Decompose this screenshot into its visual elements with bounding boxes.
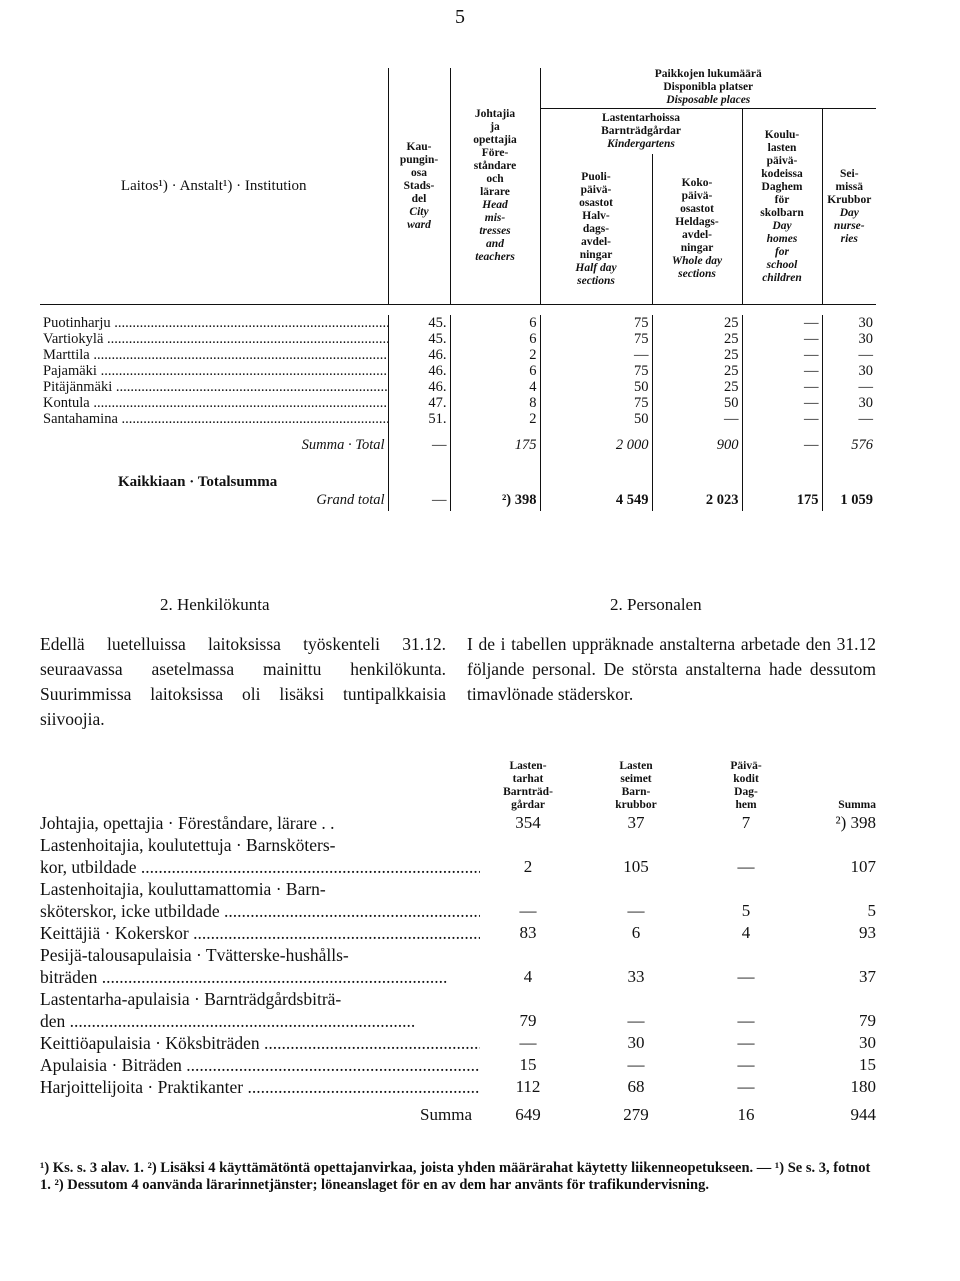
header-line: Kau- xyxy=(406,140,432,153)
total-value: 180 xyxy=(850,1077,876,1096)
nu-value: 33 xyxy=(627,967,645,986)
personnel-row xyxy=(40,878,876,922)
heads-value: 8 xyxy=(450,395,540,411)
header-line: City xyxy=(409,205,429,218)
ward-value: 46. xyxy=(388,347,450,363)
grand-total-row xyxy=(40,455,876,511)
dh-value: 5 xyxy=(741,901,751,920)
ward-value: 45. xyxy=(388,331,450,347)
summa-total: 944 xyxy=(850,1105,876,1124)
nurseries-header xyxy=(822,109,876,305)
kg-value: — xyxy=(519,1033,537,1052)
header-line: tresses xyxy=(479,225,511,237)
heads-value: 6 xyxy=(450,315,540,331)
nu-value: 30 xyxy=(627,1033,645,1052)
dayhome-value: — xyxy=(742,395,822,411)
heads-value: 2 xyxy=(450,347,540,363)
wholeday-value: 25 xyxy=(652,347,742,363)
institution-name: Pitäjänmäki ..... xyxy=(40,379,388,395)
halfday-header xyxy=(540,154,652,305)
header-line: Barnträd- xyxy=(503,786,553,798)
footnotes: ¹) Ks. s. 3 alav. 1. ²) Lisäksi 4 käyttämätöntä opettajanvirkaa, joista yhden määrärahat käytetty liikenneopetukseen. — ¹) Se s. 3, fotnot 1. ²) Dessutom 4 oanvända lärarinnetjänster; löneanslaget för en av dem har använts för trafikundervisning. xyxy=(40,1160,871,1193)
dh-value: 4 xyxy=(741,923,751,942)
personnel-row xyxy=(40,834,876,878)
header-line: Day xyxy=(839,206,859,219)
institution-row xyxy=(40,331,876,347)
dayhome-value: — xyxy=(742,411,822,427)
nursery-value: — xyxy=(822,379,876,395)
sv-paragraph: I de i tabellen uppräknade anstalterna arbetade den 31.12 följande personal. De största anstalterna hade dessutom timavlönade städerskor. xyxy=(467,634,876,704)
header-line: tarhat xyxy=(512,773,544,785)
header-line: and xyxy=(486,238,504,250)
wholeday-header xyxy=(652,154,742,305)
dayhome-value: — xyxy=(742,331,822,347)
nursery-value: — xyxy=(822,411,876,427)
header-line: Lasten xyxy=(619,760,653,772)
header-line: mis- xyxy=(484,212,506,224)
header-line: sections xyxy=(678,268,716,280)
personnel-row xyxy=(40,988,876,1032)
header-line: päivä- xyxy=(681,190,713,202)
institution-row xyxy=(40,395,876,411)
heads-header xyxy=(450,68,540,305)
institution-row xyxy=(40,363,876,379)
header-line: Johtajia xyxy=(474,108,516,120)
header-line: teachers xyxy=(475,251,515,263)
header-line: Lasten- xyxy=(509,760,547,772)
ward-header xyxy=(388,68,450,305)
header-line: Före- xyxy=(481,147,509,159)
header-line: ståndare xyxy=(473,160,517,172)
header-line: gårdar xyxy=(511,799,545,811)
header-line: Disposable places xyxy=(666,94,751,106)
heads-value: 6 xyxy=(450,331,540,347)
nursery-value: 30 xyxy=(822,395,876,411)
header-line: päivä- xyxy=(580,183,612,196)
nursery-value: 30 xyxy=(822,315,876,331)
ward-value: 47. xyxy=(388,395,450,411)
personnel-table xyxy=(40,760,876,1126)
header-line: opettajia xyxy=(473,134,517,146)
nursery-value: 30 xyxy=(822,363,876,379)
kg-value: 112 xyxy=(515,1077,541,1096)
header-line: homes xyxy=(766,232,798,245)
header-line: seimet xyxy=(620,773,652,785)
total-value: 107 xyxy=(850,857,876,876)
grand-nursery: 1 059 xyxy=(822,455,876,511)
heads-value: 2 xyxy=(450,411,540,427)
total-value: 5 xyxy=(867,901,876,920)
summa-label: Summa · Total xyxy=(301,437,385,453)
personnel-summa-label: Summa xyxy=(420,1105,472,1124)
heads-value: 4 xyxy=(450,379,540,395)
personnel-row xyxy=(40,922,876,944)
wholeday-value: — xyxy=(652,411,742,427)
header-line: Puoli- xyxy=(581,170,611,183)
personnel-summa-row xyxy=(40,1098,876,1126)
header-line: school xyxy=(766,258,798,271)
sv-heading: 2. Personalen xyxy=(610,595,702,614)
header-line: kodeissa xyxy=(761,167,803,180)
header-line: Stads- xyxy=(403,179,435,192)
places-table xyxy=(40,68,876,511)
ward-value: 51. xyxy=(388,411,450,427)
kindergartens-header xyxy=(540,109,742,155)
personnel-label: Lastenhoitajia, koulutettuja · Barnsköters- kor, utbildade ..... xyxy=(40,834,480,878)
nu-value: — xyxy=(627,1011,645,1030)
header-line: avdel- xyxy=(580,235,612,248)
ward-value: 45. xyxy=(388,315,450,331)
header-line: Päivä- xyxy=(730,760,762,772)
total-value: 15 xyxy=(859,1055,876,1074)
total-value: ²) 398 xyxy=(835,813,876,832)
dh-value: 7 xyxy=(741,813,751,832)
nu-value: 68 xyxy=(627,1077,645,1096)
header-line: hem xyxy=(735,799,757,811)
header-line: Disponibla platser xyxy=(663,81,754,93)
header-line: sections xyxy=(577,274,615,287)
header-line: osastot xyxy=(579,196,613,209)
header-line: Barn- xyxy=(621,786,651,798)
grand-ward: — xyxy=(388,455,450,511)
header-line: children xyxy=(762,271,802,284)
dh-value: — xyxy=(737,1077,755,1096)
wholeday-value: 25 xyxy=(652,315,742,331)
halfday-value: — xyxy=(540,347,652,363)
header-line: Krubbor xyxy=(827,193,872,206)
kg-value: 4 xyxy=(523,967,533,986)
ward-value: 46. xyxy=(388,363,450,379)
grand-heads: ²) 398 xyxy=(450,455,540,511)
personnel-label: Lastentarha-apulaisia · Barnträdgårdsbiträ- den ..... xyxy=(40,988,480,1032)
institution-row xyxy=(40,411,876,427)
header-line: Daghem xyxy=(761,180,803,193)
header-line: Day xyxy=(772,219,792,232)
header-line: ningar xyxy=(579,248,613,261)
dh-value: — xyxy=(737,1011,755,1030)
header-line: Koulu- xyxy=(764,128,800,141)
header-line: missä xyxy=(835,180,864,193)
header-line: lasten xyxy=(767,141,797,154)
wholeday-value: 25 xyxy=(652,331,742,347)
institution-row xyxy=(40,347,876,363)
header-line: Paikkojen lukumäärä xyxy=(654,68,762,80)
header-line: krubbor xyxy=(615,799,657,811)
kindergartens-col-header xyxy=(480,760,576,812)
header-line: kodit xyxy=(733,773,759,785)
personnel-label: Keittiöapulaisia · Köksbiträden ..... xyxy=(40,1032,480,1054)
wholeday-value: 50 xyxy=(652,395,742,411)
header-line: Lastentarhoissa xyxy=(602,112,680,124)
grand-dayhome: 175 xyxy=(742,455,822,511)
dayhome-value: — xyxy=(742,379,822,395)
summa-whole: 900 xyxy=(652,427,742,455)
header-line: ward xyxy=(407,218,431,231)
dh-value: — xyxy=(737,857,755,876)
halfday-value: 75 xyxy=(540,331,652,347)
personnel-row xyxy=(40,944,876,988)
summa-half: 2 000 xyxy=(540,427,652,455)
personnel-header-row xyxy=(40,760,876,812)
total-value: 30 xyxy=(859,1033,876,1052)
ward-value: 46. xyxy=(388,379,450,395)
fi-heading: 2. Henkilökunta xyxy=(160,595,270,614)
institution-name: Puotinharju ..... xyxy=(40,315,388,331)
header-line: avdel- xyxy=(681,229,713,241)
nursery-value: — xyxy=(822,347,876,363)
nu-value: 37 xyxy=(627,813,645,832)
header-line: del xyxy=(411,192,427,205)
kg-value: 2 xyxy=(523,857,533,876)
header-line: ja xyxy=(490,121,500,133)
halfday-value: 50 xyxy=(540,379,652,395)
grand-half: 4 549 xyxy=(540,455,652,511)
fi-paragraph: Edellä luetelluissa laitoksissa työskenteli 31.12. seuraavassa asetelmassa mainittu henkilökunta. Suurimmissa laitoksissa oli lisäksi tuntipalkkaisia siivoojia. xyxy=(40,634,446,729)
summa-row xyxy=(40,427,876,455)
total-value: 93 xyxy=(859,923,876,942)
summa-kg: 649 xyxy=(515,1105,541,1124)
kg-value: — xyxy=(519,901,537,920)
header-line: skolbarn xyxy=(760,206,804,219)
nursery-value: 30 xyxy=(822,331,876,347)
nu-value: 6 xyxy=(631,923,641,942)
total-col-header: Summa xyxy=(838,799,876,811)
personnel-label: Johtajia, opettajia · Föreståndare, lärare . . xyxy=(40,813,335,833)
header-line: ries xyxy=(840,232,858,245)
header-line: Half day xyxy=(575,261,617,274)
institution-name: Marttila ..... xyxy=(40,347,388,363)
summa-ward: — xyxy=(388,427,450,455)
personnel-label: Lastenhoitajia, kouluttamattomia · Barn- sköterskor, icke utbildade ..... xyxy=(40,878,480,922)
page-number: 5 xyxy=(455,6,465,28)
nurseries-col-header xyxy=(576,760,696,812)
halfday-value: 75 xyxy=(540,395,652,411)
institution-name: Pajamäki ..... xyxy=(40,363,388,379)
grand-total-label: Kaikkiaan · Totalsumma Grand total xyxy=(118,474,385,508)
halfday-value: 50 xyxy=(540,411,652,427)
kg-value: 83 xyxy=(519,923,537,942)
dayhome-value: — xyxy=(742,315,822,331)
nu-value: 105 xyxy=(623,857,649,876)
summa-dh: 16 xyxy=(737,1105,755,1124)
personnel-label: Pesijä-talousapulaisia · Tvätterske-hushålls- biträden ..... xyxy=(40,944,480,988)
dayhome-value: — xyxy=(742,347,822,363)
header-line: Halv- xyxy=(582,209,610,222)
header-line: Head xyxy=(482,199,508,211)
heads-value: 6 xyxy=(450,363,540,379)
header-line: dags- xyxy=(582,222,610,235)
institution-row xyxy=(40,315,876,331)
header-line: pungin- xyxy=(399,153,439,166)
personnel-row xyxy=(40,812,876,834)
summa-heads: 175 xyxy=(450,427,540,455)
dayhomes-header xyxy=(742,109,822,305)
header-line: lärare xyxy=(480,186,510,198)
wholeday-value: 25 xyxy=(652,363,742,379)
dh-value: — xyxy=(737,1055,755,1074)
header-line: ningar xyxy=(680,242,714,254)
header-line: Whole day xyxy=(671,255,723,267)
grand-whole: 2 023 xyxy=(652,455,742,511)
personnel-row xyxy=(40,1032,876,1054)
header-line: for xyxy=(774,245,790,258)
dh-value: — xyxy=(737,967,755,986)
dayhomes-col-header xyxy=(696,760,796,812)
institution-name: Santahamina ..... xyxy=(40,411,388,427)
institution-name: Vartiokylä ..... xyxy=(40,331,388,347)
personnel-label: Keittäjiä · Kokerskor ..... xyxy=(40,922,480,944)
halfday-value: 75 xyxy=(540,363,652,379)
nu-value: — xyxy=(627,901,645,920)
wholeday-value: 25 xyxy=(652,379,742,395)
institution-header: Laitos¹) · Anstalt¹) · Institution xyxy=(120,177,307,194)
personnel-label: Harjoittelijoita · Praktikanter ..... xyxy=(40,1076,480,1098)
personnel-label: Apulaisia · Biträden ..... xyxy=(40,1054,480,1076)
nu-value: — xyxy=(627,1055,645,1074)
header-line: Sei- xyxy=(840,167,859,180)
header-line: osastot xyxy=(680,203,714,215)
places-header xyxy=(540,68,876,109)
header-line: Kindergartens xyxy=(607,138,675,150)
header-line: Koko- xyxy=(681,177,713,189)
header-line: och xyxy=(486,173,504,185)
institution-row xyxy=(40,379,876,395)
kg-value: 79 xyxy=(519,1011,537,1030)
dayhome-value: — xyxy=(742,363,822,379)
total-value: 79 xyxy=(859,1011,876,1030)
personnel-row xyxy=(40,1076,876,1098)
halfday-value: 75 xyxy=(540,315,652,331)
header-line: osa xyxy=(411,166,427,179)
header-line: Dag- xyxy=(734,786,758,798)
summa-nursery: 576 xyxy=(822,427,876,455)
personnel-row xyxy=(40,1054,876,1076)
summa-dayhome: — xyxy=(742,427,822,455)
header-line: för xyxy=(774,193,790,206)
header-line: nurse- xyxy=(833,219,865,232)
institution-name: Kontula ..... xyxy=(40,395,388,411)
kg-value: 15 xyxy=(519,1055,537,1074)
header-row-1 xyxy=(40,68,876,109)
dh-value: — xyxy=(737,1033,755,1052)
kg-value: 354 xyxy=(515,813,541,832)
header-line: päivä- xyxy=(766,154,798,167)
summa-nu: 279 xyxy=(623,1105,649,1124)
header-line: Heldags- xyxy=(675,216,719,228)
header-line: Barnträdgårdar xyxy=(601,125,681,137)
total-value: 37 xyxy=(859,967,876,986)
